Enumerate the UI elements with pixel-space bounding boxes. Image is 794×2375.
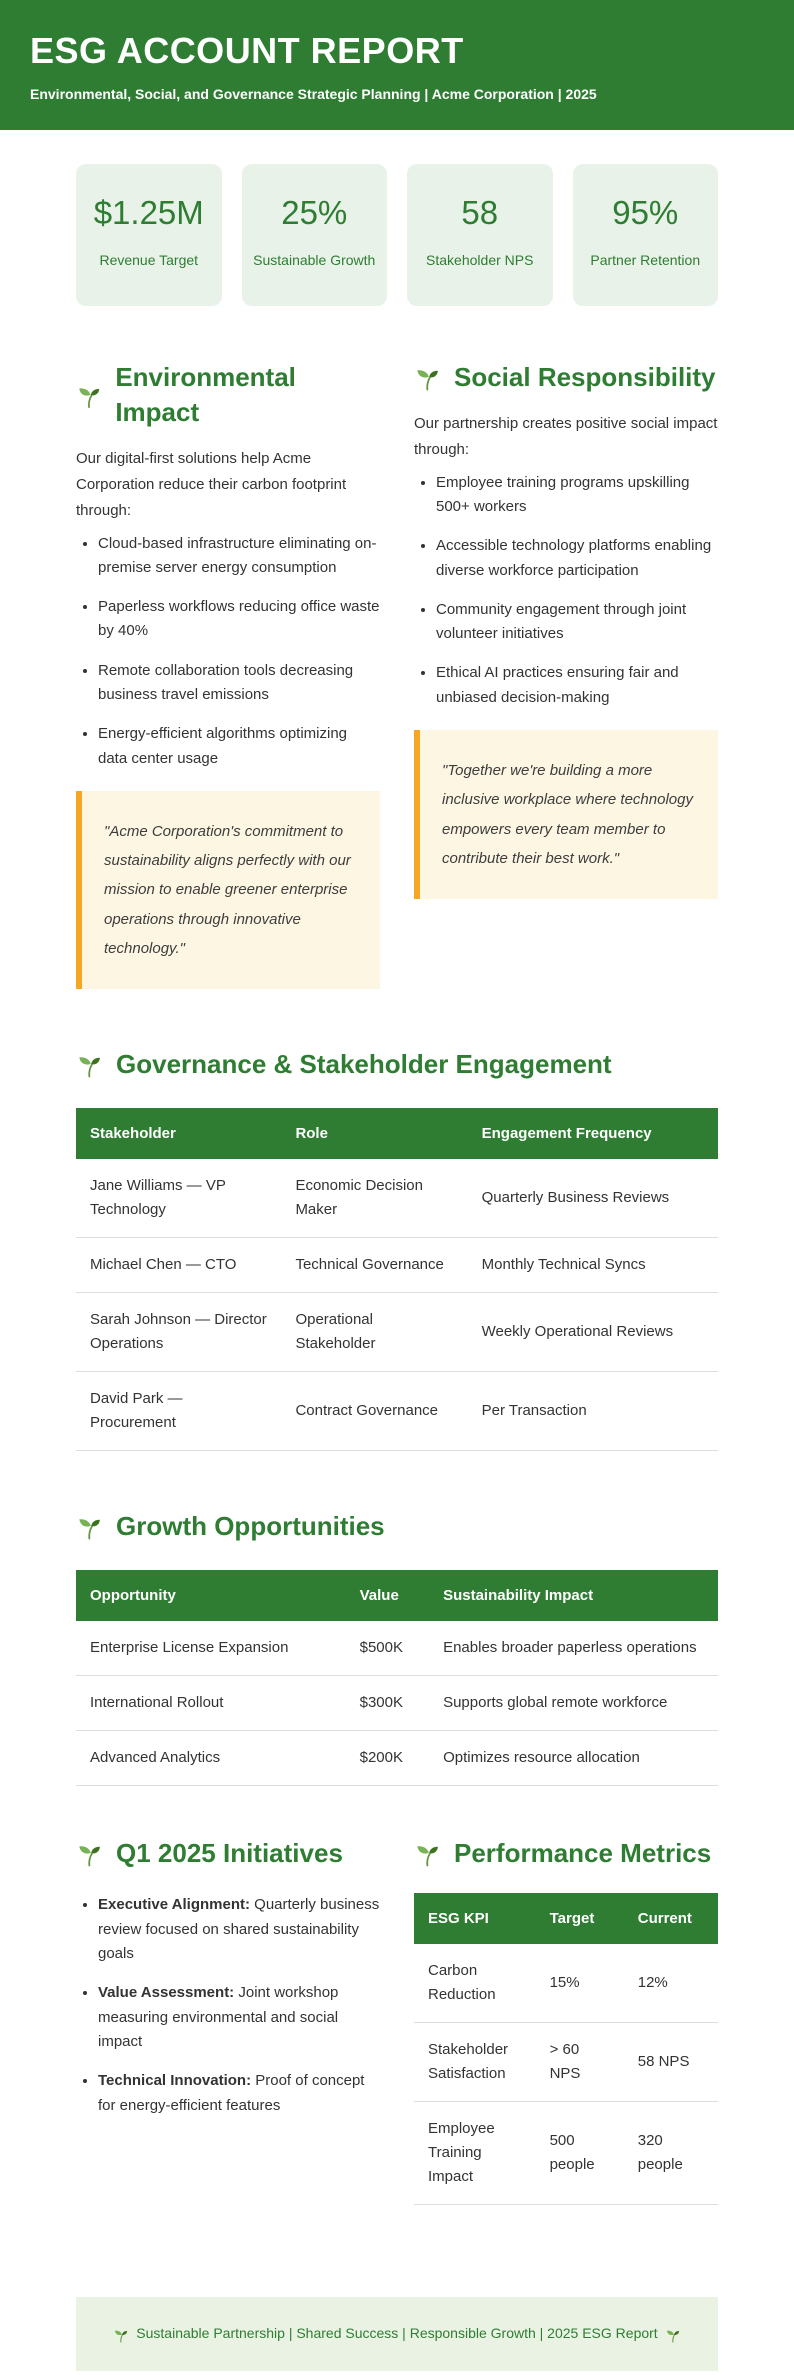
table-cell: Optimizes resource allocation (429, 1731, 718, 1786)
table-row (414, 1944, 718, 2023)
metric-value: 25% (281, 194, 348, 231)
table-cell: Contract Governance (281, 1372, 467, 1451)
table-cell: David Park — Procurement (76, 1372, 281, 1451)
list-item: • Energy-efficient algorithms optimizing data center usage (98, 722, 380, 771)
table-row (414, 2102, 718, 2205)
footer-text: Sustainable Partnership | Shared Success | Responsible Growth | 2025 ESG Report (136, 2325, 658, 2342)
table-cell: Sarah Johnson — Director Operations (76, 1293, 281, 1372)
table-row (76, 1372, 718, 1451)
table-cell: Enterprise License Expansion (76, 1621, 346, 1676)
seedling-icon (665, 2327, 681, 2343)
table-cell: 12% (624, 1944, 718, 2023)
table-cell: Economic Decision Maker (281, 1159, 467, 1238)
page-title: ESG ACCOUNT REPORT (30, 30, 464, 71)
table-row (76, 1238, 718, 1293)
social-bullet-list (414, 471, 718, 710)
table-cell: Michael Chen — CTO (76, 1238, 281, 1293)
table-cell: 320 people (624, 2102, 718, 2205)
seedling-icon (414, 364, 441, 391)
list-item: • Cloud-based infrastructure eliminating on-premise server energy consumption (98, 532, 380, 581)
table-row (76, 1731, 718, 1786)
metric-label: Stakeholder NPS (426, 252, 534, 268)
seedling-icon (76, 1840, 103, 1867)
table-cell: 500 people (536, 2102, 624, 2205)
social-responsibility-heading (414, 360, 718, 395)
table-cell: Operational Stakeholder (281, 1293, 467, 1372)
column-header: Value (346, 1570, 429, 1621)
initiative-lead: Technical Innovation: (98, 2072, 252, 2090)
table-cell: 58 NPS (624, 2023, 718, 2102)
seedling-icon (76, 1513, 103, 1540)
list-item: • Community engagement through joint volunteer initiatives (436, 598, 718, 647)
social-responsibility-section (414, 360, 718, 989)
section-title: Q1 2025 Initiatives (116, 1838, 343, 1869)
table-cell: $500K (346, 1621, 429, 1676)
report-footer (76, 2297, 718, 2370)
list-item (98, 1893, 380, 1966)
bottom-two-column-section (76, 1836, 718, 2205)
table-row (76, 1621, 718, 1676)
table-cell: Advanced Analytics (76, 1731, 346, 1786)
metric-value: 95% (612, 194, 679, 231)
metric-value: $1.25M (93, 194, 204, 231)
metric-label: Partner Retention (590, 252, 701, 268)
growth-opportunities-section (76, 1509, 718, 1786)
initiative-text: Proof of concept for energy-efficient features (98, 2072, 365, 2114)
table-row (76, 1676, 718, 1731)
list-item: • Accessible technology platforms enabling diverse workforce participation (436, 534, 718, 583)
table-row (76, 1159, 718, 1238)
seedling-icon (113, 2327, 129, 2343)
table-cell: 15% (536, 1944, 624, 2023)
governance-heading (76, 1047, 718, 1082)
table-cell: Jane Williams — VP Technology (76, 1159, 281, 1238)
section-title: Social Responsibility (454, 362, 716, 392)
environmental-impact-section (76, 360, 380, 989)
table-cell: Carbon Reduction (414, 1944, 536, 2023)
metric-value: 58 (461, 194, 499, 231)
q1-initiatives-section (76, 1836, 380, 2205)
governance-table (76, 1108, 718, 1451)
table-cell: Monthly Technical Syncs (468, 1238, 718, 1293)
section-title: Governance & Stakeholder Engagement (116, 1049, 612, 1080)
metrics-row (76, 164, 718, 306)
list-item (98, 2069, 380, 2118)
metric-card-sustainable-growth (242, 164, 388, 306)
social-quote: "Together we're building a more inclusive workplace where technology empowers every team member to contribute their best work." (414, 730, 718, 899)
q1-initiatives-heading (76, 1836, 380, 1871)
report-header (0, 0, 794, 130)
column-header: Target (536, 1893, 624, 1944)
column-header: ESG KPI (414, 1893, 536, 1944)
table-header-row (414, 1893, 718, 1944)
column-header: Engagement Frequency (468, 1108, 718, 1159)
table-cell: $200K (346, 1731, 429, 1786)
table-row (76, 1293, 718, 1372)
metric-card-revenue-target (76, 164, 222, 306)
list-item (98, 1981, 380, 2054)
initiative-lead: Executive Alignment: (98, 1896, 250, 1914)
environmental-intro: Our digital-first solutions help Acme Corporation reduce their carbon footprint through: (76, 450, 347, 519)
list-item: • Remote collaboration tools decreasing business travel emissions (98, 659, 380, 708)
environmental-impact-heading (76, 360, 380, 430)
section-title: Growth Opportunities (116, 1511, 385, 1542)
table-row (414, 2023, 718, 2102)
performance-metrics-section (414, 1836, 718, 2205)
content-container (76, 164, 718, 2205)
section-title: Performance Metrics (454, 1838, 712, 1869)
table-cell: Employee Training Impact (414, 2102, 536, 2205)
metric-label: Revenue Target (99, 252, 199, 268)
list-item: • Ethical AI practices ensuring fair and unbiased decision-making (436, 661, 718, 710)
initiative-text: Quarterly business review focused on shared sustainability goals (98, 1896, 380, 1963)
seedling-icon (76, 1051, 103, 1078)
seedling-icon (76, 382, 102, 409)
section-title: Environmental Impact (115, 362, 296, 428)
page-subtitle: Environmental, Social, and Governance Strategic Planning | Acme Corporation | 2025 (30, 86, 597, 102)
esg-two-column-section (76, 360, 718, 989)
table-header-row (76, 1108, 718, 1159)
table-cell: Technical Governance (281, 1238, 467, 1293)
initiative-text: Joint workshop measuring environmental and social impact (98, 1984, 339, 2050)
table-cell: Enables broader paperless operations (429, 1621, 718, 1676)
column-header: Role (281, 1108, 467, 1159)
performance-table (414, 1893, 718, 2205)
environmental-bullet-list (76, 532, 380, 771)
environmental-quote: "Acme Corporation's commitment to sustainability aligns perfectly with our mission to enable greener enterprise operations through innovative technology." (76, 791, 380, 989)
table-cell: $300K (346, 1676, 429, 1731)
table-cell: Weekly Operational Reviews (468, 1293, 718, 1372)
governance-section (76, 1047, 718, 1451)
performance-metrics-heading (414, 1836, 718, 1871)
table-cell: Stakeholder Satisfaction (414, 2023, 536, 2102)
growth-opportunities-heading (76, 1509, 718, 1544)
table-cell: Supports global remote workforce (429, 1676, 718, 1731)
metric-card-partner-retention (573, 164, 719, 306)
growth-table (76, 1570, 718, 1786)
column-header: Sustainability Impact (429, 1570, 718, 1621)
column-header: Stakeholder (76, 1108, 281, 1159)
social-intro: Our partnership creates positive social impact through: (414, 415, 718, 458)
initiatives-list (76, 1893, 380, 2117)
column-header: Opportunity (76, 1570, 346, 1621)
list-item: • Paperless workflows reducing office waste by 40% (98, 595, 380, 644)
column-header: Current (624, 1893, 718, 1944)
metric-card-stakeholder-nps (407, 164, 553, 306)
metric-label: Sustainable Growth (253, 252, 376, 268)
table-cell: Per Transaction (468, 1372, 718, 1451)
list-item: • Employee training programs upskilling 500+ workers (436, 471, 718, 520)
table-cell: > 60 NPS (536, 2023, 624, 2102)
table-cell: International Rollout (76, 1676, 346, 1731)
seedling-icon (414, 1840, 441, 1867)
table-cell: Quarterly Business Reviews (468, 1159, 718, 1238)
table-header-row (76, 1570, 718, 1621)
initiative-lead: Value Assessment: (98, 1984, 235, 2002)
